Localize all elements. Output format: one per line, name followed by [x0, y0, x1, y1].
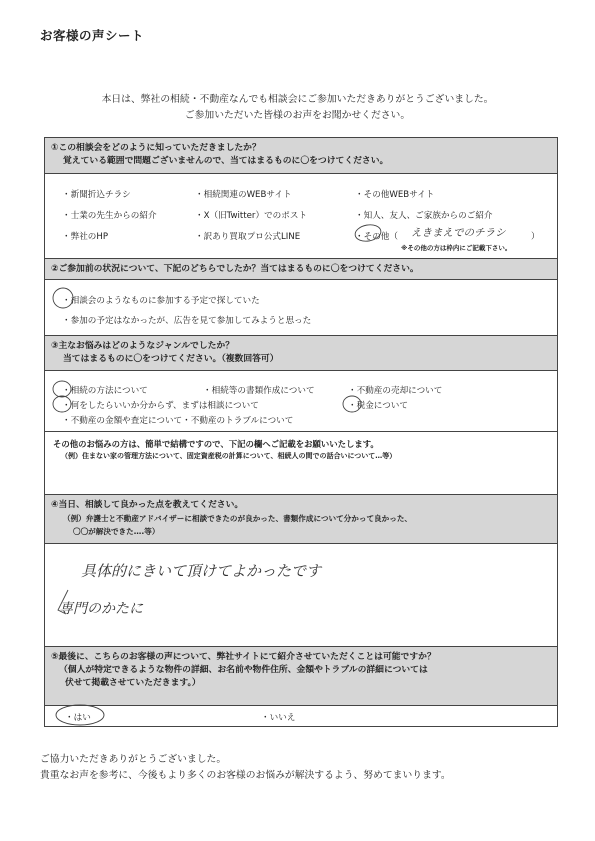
- q3-option-sale[interactable]: ・不動産の売却について: [348, 386, 443, 396]
- q2-option-planned[interactable]: ・相談会のようなものに参加する予定で探していた: [62, 296, 260, 306]
- q1-option-acquaintance[interactable]: ・知人、友人、ご家族からのご紹介: [355, 211, 493, 221]
- q4-handwritten-line-2: 専門のかたに: [59, 601, 143, 617]
- q5-heading-line-3: 伏せて掲載させていただきます。）: [65, 678, 201, 688]
- q3-option-tax[interactable]: ・税金について: [348, 401, 408, 411]
- q1-option-other[interactable]: ・その他（: [355, 232, 398, 242]
- q3-option-documents[interactable]: ・相続等の書類作成について: [203, 386, 315, 396]
- q1-heading-line-1: ①この相談会をどのように知っていただきましたか？: [51, 143, 261, 153]
- q1-option-line[interactable]: ・訳あり買取プロ公式LINE: [195, 232, 301, 242]
- q4-handwritten-line-1: 具体的にきいて頂けてよかったです: [81, 562, 322, 580]
- q3-heading: [45, 335, 557, 371]
- q5-option-no[interactable]: ・いいえ: [261, 713, 296, 723]
- closing-line-1: ご協力いただきありがとうございました。: [40, 754, 227, 765]
- q5-heading-line-2: （個人が特定できるような物件の詳細、お名前や物件住所、金額やトラブルの詳細については: [59, 665, 428, 675]
- q3-divider: [45, 431, 557, 432]
- q4-heading: [45, 494, 557, 544]
- intro-text: [0, 92, 595, 124]
- q5-heading-line-1: ⑤最後に、こちらのお客様の声について、弊社サイトにて紹介させていただくことは可能ですか？: [51, 652, 436, 662]
- q1-option-inheritance-web[interactable]: ・相続関連のWEBサイト: [195, 190, 292, 200]
- q2-option-ad[interactable]: ・参加の予定はなかったが、広告を見て参加してみようと思った: [62, 316, 312, 326]
- q1-other-note: ※その他の方は枠内にご記載下さい。: [401, 244, 512, 252]
- q3-option-unknown[interactable]: ・何をしたらいいか分からず、まずは相談について: [62, 401, 259, 411]
- q4-heading-line-1: ④当日、相談して良かった点を教えてください。: [51, 500, 244, 510]
- intro-line-1: 本日は、弊社の相続・不動産なんでも相談会にご参加いただきありがとうございました。: [101, 94, 494, 105]
- q3-other-prompt: その他のお悩みの方は、簡単で結構ですので、下記の欄へご記載をお願いいたします。: [53, 439, 379, 449]
- q4-heading-line-2: （例）弁護士と不動産アドバイザーに相談できたのが良かった、書類作成について分かって良かった、: [63, 514, 413, 523]
- q3-option-method[interactable]: ・相続の方法について: [62, 386, 148, 396]
- q1-heading-line-2: 覚えている範囲で問題ございませんので、当てはまるものに〇をつけてください。: [63, 156, 389, 166]
- q3-other-example: （例）住まない家の管理方法について、固定資産税の計算について、相続人の間での話合いについて…等）: [61, 452, 397, 460]
- q5-option-yes[interactable]: ・はい: [65, 713, 91, 723]
- q1-option-professional[interactable]: ・士業の先生からの紹介: [62, 211, 157, 221]
- q3-heading-line-2: 当てはまるものに〇をつけてください。（複数回答可）: [63, 354, 279, 364]
- q5-heading: [45, 646, 557, 706]
- q1-option-other-close: ）: [531, 232, 540, 242]
- q1-option-other-web[interactable]: ・その他WEBサイト: [355, 190, 435, 200]
- q4-heading-line-3: 〇〇が解決できた….等）: [73, 527, 160, 536]
- q1-option-hp[interactable]: ・弊社のHP: [62, 232, 109, 242]
- closing-line-2: 貴重なお声を参考に、今後もより多くのお客様のお悩みが解決するよう、努めてまいります。: [40, 770, 451, 781]
- q1-heading: [45, 138, 557, 174]
- closing-text: [40, 752, 451, 784]
- q1-option-x-post[interactable]: ・X（旧Twitter）でのポスト: [195, 211, 308, 221]
- q3-option-price-trouble[interactable]: ・不動産の金額や査定について・不動産のトラブルについて: [62, 416, 294, 426]
- survey-form: [44, 137, 558, 727]
- intro-line-2: ご参加いただいた皆様のお声をお聞かせください。: [184, 110, 411, 121]
- page-title: お客様の声シート: [40, 28, 145, 43]
- q1-other-handwritten: えきまえでのチラシ: [411, 227, 506, 239]
- q3-heading-line-1: ③主なお悩みはどのようなジャンルでしたか？: [51, 341, 234, 351]
- q2-heading: ②ご参加前の状況について、下記のどちらでしたか？当てはまるものに〇をつけてください。: [45, 258, 557, 280]
- q1-option-newspaper[interactable]: ・新聞折込チラシ: [62, 190, 131, 200]
